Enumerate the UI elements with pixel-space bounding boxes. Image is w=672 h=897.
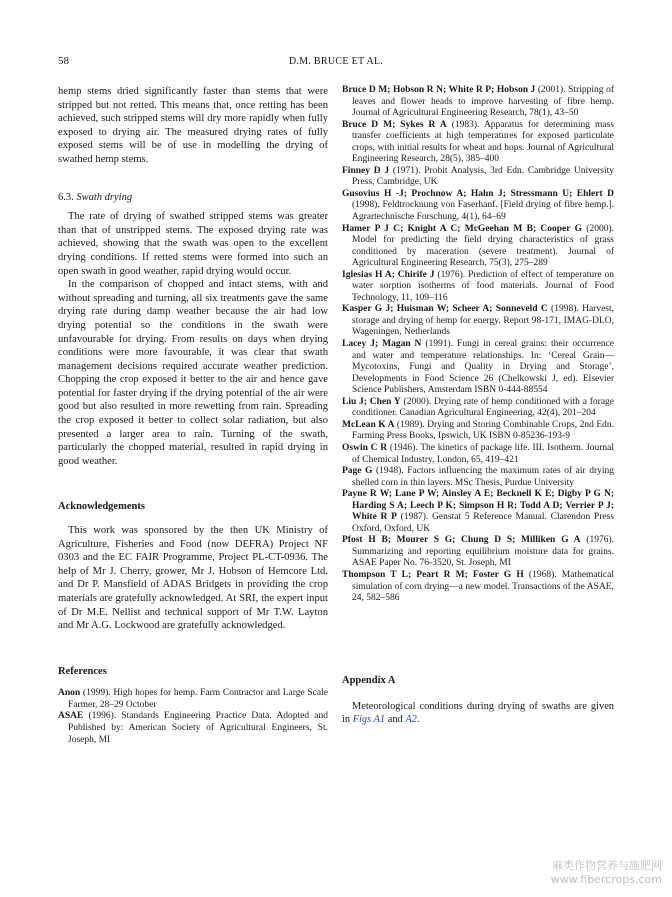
reference-entry bbox=[342, 304, 614, 339]
reference-author: Bruce D M; Hobson R N; White R P; Hobson J bbox=[342, 85, 536, 95]
reference-entry bbox=[342, 466, 614, 489]
reference-text: (1948). Factors influencing the maximum rates of air drying shelled corn in thin layers. MSc Thesis, Purdue University bbox=[352, 466, 614, 488]
reference-author: Lacey J; Magan N bbox=[342, 339, 422, 350]
reference-entry bbox=[342, 535, 614, 570]
reference-text: (1999). High hopes for hemp. Farm Contractor and Large Scale Farmer, 28–29 October bbox=[68, 688, 328, 710]
page-number: 58 bbox=[58, 55, 69, 67]
reference-entry bbox=[58, 711, 328, 746]
appendix-text-and: and bbox=[385, 714, 406, 726]
acknowledgements-heading: Acknowledgements bbox=[58, 501, 145, 513]
figure-link-a1[interactable]: Figs A1 bbox=[352, 714, 386, 726]
reference-text: (1991). Fungi in cereal grains: their occurrence and water and temperature relationships. In: ‘Cereal Grain—Mycotoxins, Fungi and Quality in Drying and Storage’, Developments in Food Science 26 (Chelkowski J, ed). Elsevier Science Publishers, Amsterdam ISBN 0-444-88554 bbox=[352, 339, 614, 396]
running-head: D.M. BRUCE ET AL. bbox=[288, 56, 384, 67]
reference-author: Pfost H B; Mourer S G; Chung D S; Milliken G A bbox=[342, 535, 581, 546]
watermark-line-2: www.fibercrops.com bbox=[550, 873, 662, 886]
reference-text: (1976). Summarizing and reporting equilibrium moisture data for grains. ASAE Paper No. 76-3520, St. Joseph, MI bbox=[352, 535, 614, 569]
figure-link-a2[interactable]: A2 bbox=[405, 714, 417, 726]
reference-entry bbox=[342, 120, 614, 166]
reference-author: Kasper G J; Huisman W; Scheer A; Sonneveld C bbox=[342, 304, 548, 315]
reference-entry bbox=[342, 420, 614, 443]
body-paragraph: In the comparison of chopped and intact stems, with and without spreading and turning, all six treatments gave the same drying rate during damp weather because the air had low drying potential so the conditions in the swath were unfavourable for drying. From results on days when drying conditions were more favourable, it was clear that swath management decisions required accurate weather prediction. Chopping the crop exposed it better to the air and hence gave potential for faster drying if the drying potential of the air were good but also resulted in more rewetting from rain. Spreading the crop exposed it better to collect solar radiation, but also presented a larger area to rain. Turning of the swath, particularly the chopped material, resulted in rapid drying in good weather. bbox=[58, 279, 328, 467]
reference-text: (2001). Stripping of leaves and flower heads to improve harvesting of fibre hemp. Journal of Agricultural Engineering Research, 78(1), 43–50 bbox=[352, 85, 614, 119]
reference-text: (1998). Harvest, storage and drying of hemp for energy. Report 98-171, IMAG-DLO, Wageningen, Netherlands bbox=[352, 304, 614, 338]
reference-entry bbox=[342, 570, 614, 605]
reference-entry bbox=[58, 688, 328, 711]
reference-text: (1987). Genstat 5 Reference Manual. Clarendon Press Oxford, Oxford, UK bbox=[352, 512, 614, 534]
reference-entry bbox=[342, 443, 614, 466]
reference-entry bbox=[342, 166, 614, 189]
section-title: Swath drying bbox=[76, 191, 133, 203]
left-column bbox=[58, 85, 328, 746]
watermark bbox=[551, 859, 662, 887]
reference-text: (1946). The kinetics of package life. III. Isotherm. Journal of Chemical Industry, London, 65, 419–421 bbox=[352, 442, 614, 465]
reference-text: (1971). Probit Analysis, 3rd Edn. Cambridge University Press, Cambridge, UK bbox=[352, 165, 614, 188]
reference-text: (1998). Feldtrocknung von Faserhanf. [Field drying of fibre hemp.]. Agrartechnische Forschung, 4(1), 64–69 bbox=[352, 200, 614, 223]
reference-author: Finney D J bbox=[342, 165, 390, 176]
section-heading bbox=[58, 191, 328, 205]
reference-entry bbox=[342, 85, 614, 120]
acknowledgements-text: This work was sponsored by the then UK Ministry of Agriculture, Fisheries and Food (now DEFRA) Project NF 0303 and the EC FAIR Programme, Project PL-CT-0936. The help of Mr J. Cherry, grower, Mr J. Hobson of Hemcore Ltd. and Dr P. Mansfield of ADAS Bridgets in providing the crop materials are gratefully acknowledged. At SRI, the expert input of Dr M.E. Nellist and technical support of Mr T.W. Layton and Mr A.G. Lockwood are gratefully acknowledged. bbox=[58, 525, 328, 632]
reference-author: Thompson T L; Peart R M; Foster G H bbox=[342, 569, 524, 580]
references-heading: References bbox=[58, 665, 107, 677]
body-paragraph: The rate of drying of swathed stripped stems was greater than that of unstripped stems. The exposed drying rate was achieved, showing that the swath was open to the excellent drying conditions. If retted stems were formed into such an open swath in good weather, rapid drying would occur. bbox=[58, 211, 328, 277]
appendix-heading: Appendix A bbox=[342, 674, 396, 686]
right-column bbox=[342, 85, 614, 726]
reference-entry bbox=[342, 189, 614, 224]
reference-author: Bruce D M; Sykes R A bbox=[342, 119, 447, 130]
watermark-line-1: 麻类作物营养与施肥网 bbox=[552, 859, 662, 872]
reference-author: Iglesias H A; Chirife J bbox=[342, 269, 435, 280]
reference-entry bbox=[342, 270, 614, 305]
reference-author: Hamer P J C; Knight A C; McGeehan M B; Cooper G bbox=[342, 223, 582, 234]
reference-author: McLean K A bbox=[342, 419, 395, 430]
reference-author: Page G bbox=[342, 466, 373, 477]
reference-author: Liu J; Chen Y bbox=[342, 396, 401, 407]
reference-text: (1968). Mathematical simulation of corn drying—a new model. Transactions of the ASAE, 24, 582–586 bbox=[352, 569, 614, 604]
appendix-text bbox=[342, 700, 614, 726]
reference-author: ASAE bbox=[58, 711, 84, 722]
reference-author: Gusovius H -J; Prochnow A; Hahn J; Stressmann U; Ehlert D bbox=[342, 188, 614, 199]
reference-entry bbox=[342, 397, 614, 420]
reference-author: Payne R W; Lane P W; Ainsley A E; Becknell K E; Digby P G N; Harding S A; Leech P K; Simpson H R; Todd A D; Verrier P J; White R P bbox=[342, 489, 614, 523]
reference-text: (1989). Drying and Storing Combinable Crops, 2nd Edn. Farming Press Books, Ipswich, UK ISBN 0-85236-193-9 bbox=[352, 419, 614, 442]
intro-paragraph: hemp stems dried significantly faster than stems that were stripped but not retted. This means that, once retting has been achieved, such stripped stems will dry more rapidly when fully exposed to drying air. The measured drying rates of fully exposed stems will be of use in modelling the drying of swathed hemp stems. bbox=[58, 86, 328, 165]
reference-text: (1976). Prediction of effect of temperature on water sorption isotherms of food materials. Journal of Food Technology, 11, 109–116 bbox=[352, 269, 614, 303]
reference-text: (1983). Apparatus for determining mass transfer coefficients at high temperatures for exposed particulate crops, with initial results for wheat and hops. Journal of Agricultural Engineering Research, 28(5), 385–400 bbox=[352, 119, 615, 165]
reference-text: (2000). Drying rate of hemp conditioned with a forage conditioner. Canadian Agricultural Engineering, 42(4), 201–204 bbox=[352, 396, 615, 419]
appendix-text-end: . bbox=[416, 714, 420, 726]
reference-entry bbox=[342, 224, 614, 270]
section-number: 6.3. bbox=[58, 191, 74, 203]
reference-entry bbox=[342, 489, 614, 535]
reference-text: (2000). Model for predicting the field drying characteristics of grass conditioned by maceration (severe treatment). Journal of Agricultural Engineering Research, 75(3), 275–289 bbox=[352, 223, 614, 269]
appendix-text-start: Meteorological conditions during drying of swaths are given in bbox=[342, 701, 614, 726]
reference-author: Anon bbox=[58, 688, 81, 699]
reference-entry bbox=[342, 339, 614, 397]
reference-author: Oswin C R bbox=[342, 442, 388, 453]
reference-text: (1996). Standards Engineering Practice Data. Adopted and Published by: American Society of Agricultural Engineers, St. Joseph, MI bbox=[68, 711, 328, 745]
